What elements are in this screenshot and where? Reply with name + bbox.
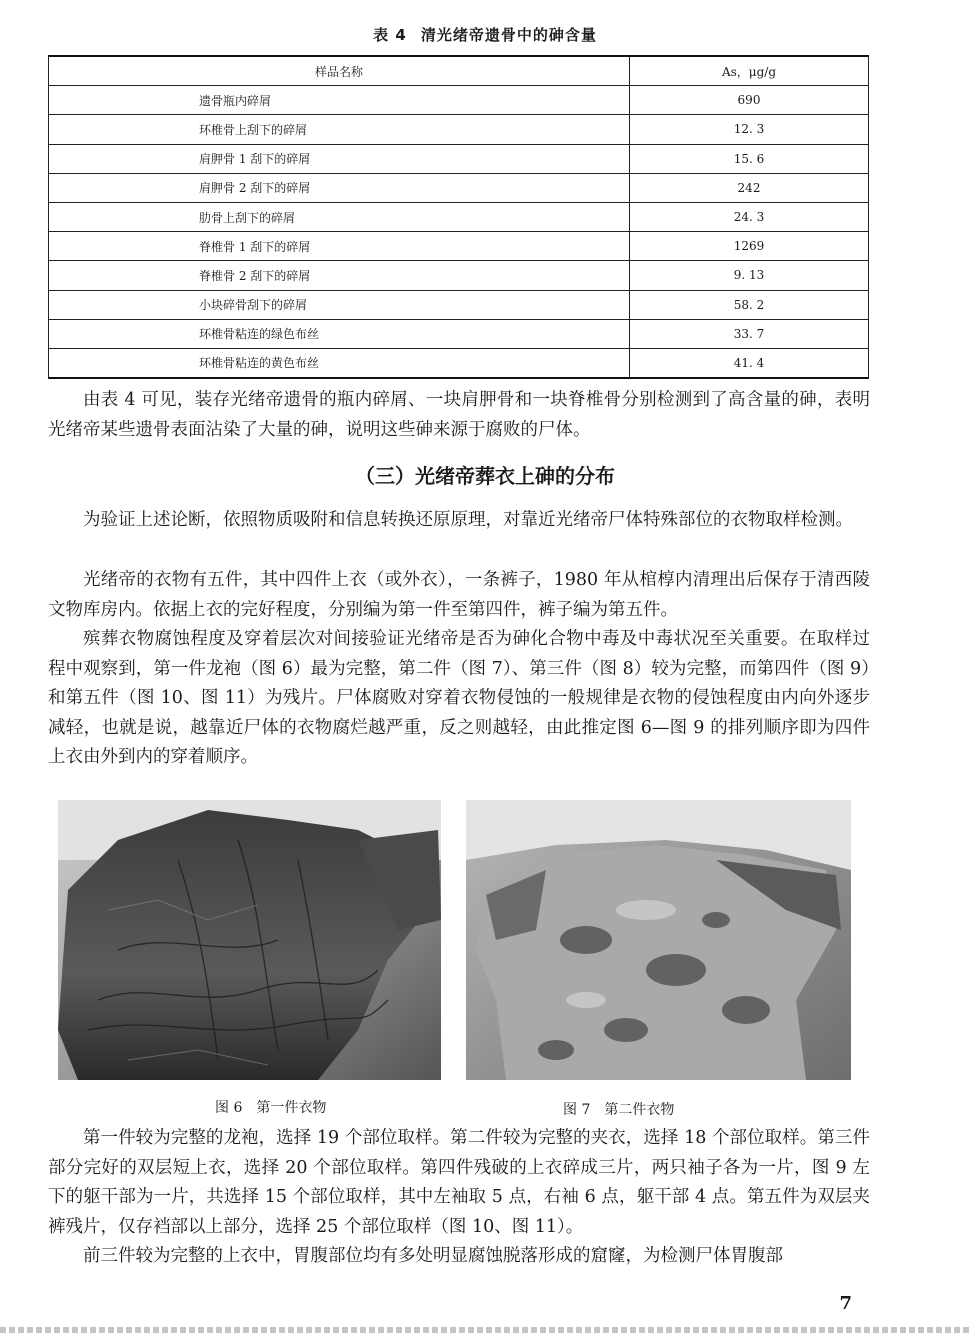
as-value-cell: 24. 3 (630, 202, 869, 231)
table-row (49, 173, 869, 202)
table-number: 表 4 (373, 26, 407, 44)
sample-name-cell: 脊椎骨 2 刮下的碎屑 (49, 261, 630, 290)
table-row (49, 319, 869, 348)
figure-7-caption: 图 7 第二件衣物 (563, 1102, 675, 1118)
sample-name-cell: 遗骨瓶内碎屑 (49, 86, 630, 115)
table-row (49, 144, 869, 173)
table-row (49, 348, 869, 378)
sample-name-cell: 肩胛骨 1 刮下的碎屑 (49, 144, 630, 173)
column-header-as: As，μg/g (630, 56, 869, 86)
table-caption (0, 24, 970, 45)
sample-name-cell: 肋骨上刮下的碎屑 (49, 202, 630, 231)
figure-7-photo (466, 800, 851, 1080)
section-heading: （三）光绪帝葬衣上砷的分布 (355, 464, 615, 488)
paragraph-sampling-sites: 第一件较为完整的龙袍，选择 19 个部位取样。第二件较为完整的夹衣，选择 18 个部位取样。第三件部分完好的双层短上衣，选择 20 个部位取样。第四件残破的上衣碎成三片，两只袖子各为一片，图 9 左下的躯干部为一片，共选择 15 个部位取样，其中左袖取 5 点，右袖 6 点，躯干部 4 点。第五件为双层夹裤残片，仅存裆部以上部分，选择 25 个部位取样（图 10、图 11）。 (48, 1128, 870, 1237)
table-row (49, 290, 869, 319)
as-value-cell: 9. 13 (630, 261, 869, 290)
as-value-cell: 58. 2 (630, 290, 869, 319)
as-value-cell: 33. 7 (630, 319, 869, 348)
as-value-cell: 41. 4 (630, 348, 869, 378)
paragraph-clothing-inventory: 光绪帝的衣物有五件，其中四件上衣（或外衣），一条裤子，1980 年从棺椁内清理出后保存于清西陵文物库房内。依据上衣的完好程度，分别编为第一件至第四件，裤子编为第五件。 (48, 570, 870, 620)
scan-edge-artifact (0, 1327, 970, 1333)
sample-name-cell: 脊椎骨 1 刮下的碎屑 (49, 232, 630, 261)
column-header-sample: 样品名称 (49, 56, 630, 86)
sample-name-cell: 小块碎骨刮下的碎屑 (49, 290, 630, 319)
paragraph-verification: 为验证上述论断，依照物质吸附和信息转换还原原理，对靠近光绪帝尸体特殊部位的衣物取样检测。 (83, 510, 853, 530)
paragraph-table-conclusion: 由表 4 可见，装存光绪帝遗骨的瓶内碎屑、一块肩胛骨和一块脊椎骨分别检测到了高含量的砷，表明光绪帝某些遗骨表面沾染了大量的砷，说明这些砷来源于腐败的尸体。 (48, 390, 870, 440)
page-number: 7 (839, 1293, 852, 1314)
sample-name-cell: 肩胛骨 2 刮下的碎屑 (49, 173, 630, 202)
table-row (49, 232, 869, 261)
as-value-cell: 12. 3 (630, 115, 869, 144)
table-row (49, 86, 869, 115)
table-header-row (49, 56, 869, 86)
paragraph-corrosion-order: 殡葬衣物腐蚀程度及穿着层次对间接验证光绪帝是否为砷化合物中毒及中毒状况至关重要。在取样过程中观察到，第一件龙袍（图 6）最为完整，第二件（图 7）、第三件（图 8）较为完整，而第四件（图 9）和第五件（图 10、图 11）为残片。尸体腐败对穿着衣物侵蚀的一般规律是衣物的侵蚀程度由内向外逐步减轻，也就是说，越靠近尸体的衣物腐烂越严重，反之则越轻，由此推定图 6—图 9 的排列顺序即为四件上衣由外到内的穿着顺序。 (48, 629, 870, 767)
arsenic-content-table (48, 55, 869, 379)
figure-6-caption: 图 6 第一件衣物 (215, 1100, 327, 1116)
table-row (49, 115, 869, 144)
table-title: 清光绪帝遗骨中的砷含量 (420, 26, 597, 44)
paragraph-stomach-region: 前三件较为完整的上衣中，胃腹部位均有多处明显腐蚀脱落形成的窟窿，为检测尸体胃腹部 (83, 1246, 783, 1266)
sample-name-cell: 环椎骨上刮下的碎屑 (49, 115, 630, 144)
sample-name-cell: 环椎骨粘连的绿色布丝 (49, 319, 630, 348)
figure-6-photo (58, 800, 441, 1080)
as-value-cell: 1269 (630, 232, 869, 261)
sample-name-cell: 环椎骨粘连的黄色布丝 (49, 348, 630, 378)
table-row (49, 261, 869, 290)
as-value-cell: 242 (630, 173, 869, 202)
as-value-cell: 15. 6 (630, 144, 869, 173)
table-row (49, 202, 869, 231)
as-value-cell: 690 (630, 86, 869, 115)
